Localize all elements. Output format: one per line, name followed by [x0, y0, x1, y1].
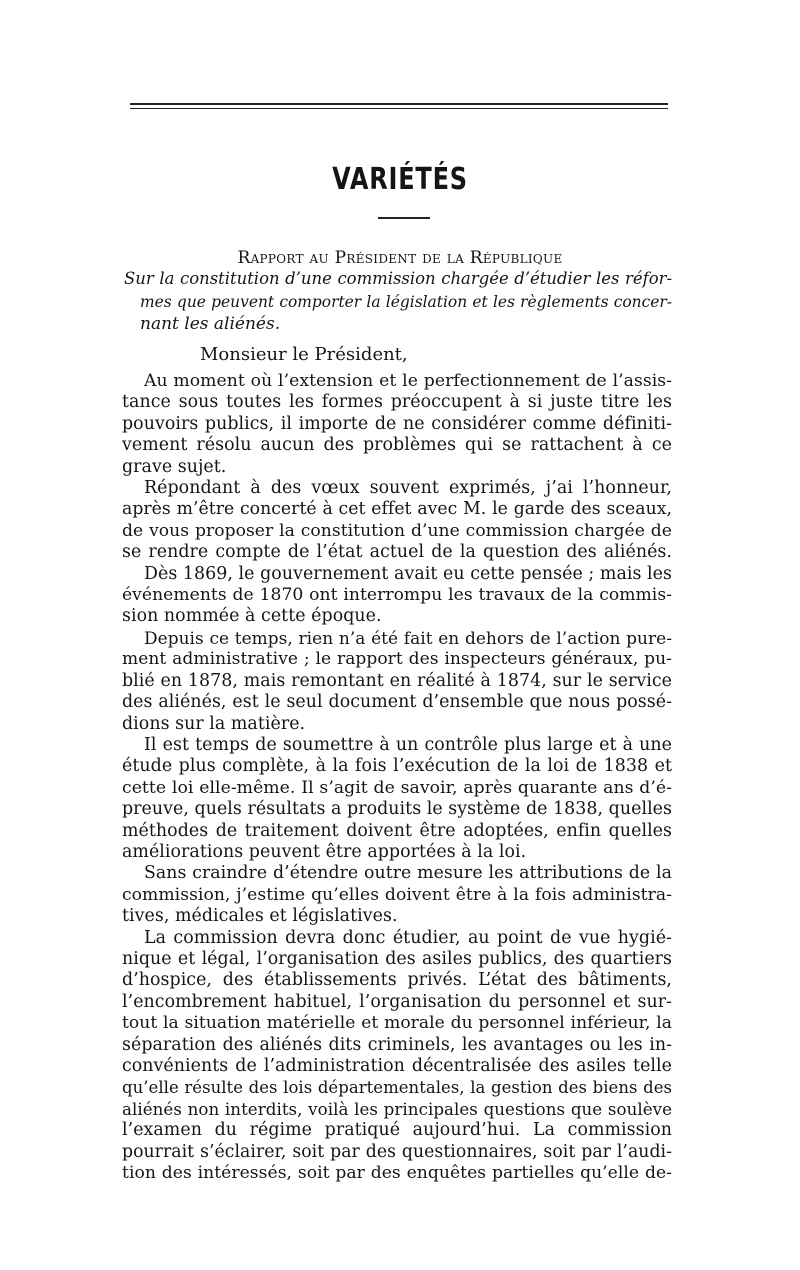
body-line: pourrait s’éclairer, soit par des questionnaires, soit par l’audi- [122, 1141, 672, 1162]
subtitle-line: Sur la constitution d’une commission chargée d’étudier les réfor- [124, 269, 672, 288]
body-line: tance sous toutes les formes préoccupent à si juste titre les [122, 392, 672, 413]
body-line: événements de 1870 ont interrompu les travaux de la commis- [122, 585, 672, 606]
body-line: La commission devra donc étudier, au point de vue hygié- [144, 927, 672, 948]
report-heading: Rapport au Président de la République [237, 248, 563, 268]
body-line: ment administrative ; le rapport des inspecteurs généraux, pu- [122, 649, 672, 670]
body-line: qu’elle résulte des lois départementales, la gestion des biens des [122, 1078, 672, 1098]
top-double-rule [130, 103, 668, 105]
report-subtitle [124, 268, 672, 336]
body-line: l’encombrement habituel, l’organisation du personnel et sur- [122, 991, 672, 1012]
body-line: convénients de l’administration décentralisée des asiles telle [122, 1056, 672, 1076]
body-line: séparation des aliénés dits criminels, les avantages ou les in- [122, 1034, 672, 1055]
body-line: Dès 1869, le gouvernement avait eu cette pensée ; mais les [144, 563, 672, 584]
body-line: nique et légal, l’organisation des asiles publics, des quartiers [122, 948, 672, 969]
top-double-rule-thin [130, 108, 668, 109]
body-line: méthodes de traitement doivent être adoptées, enfin quelles [122, 820, 672, 841]
body-line: après m’être concerté à cet effet avec M. le garde des sceaux, [122, 499, 672, 520]
body-line: améliorations peuvent être apportées à la loi. [122, 841, 527, 862]
body-line: grave sujet. [122, 456, 227, 477]
body-line: de vous proposer la constitution d’une commission chargée de [122, 520, 672, 541]
body-line: Il est temps de soumettre à un contrôle plus large et à une [144, 734, 672, 755]
subtitle-line: nant les aliénés. [140, 314, 281, 334]
section-title: VARIÉTÉS [332, 162, 468, 197]
body-line: tion des intéressés, soit par des enquêtes partielles qu’elle de- [122, 1163, 672, 1184]
body-line: Sans craindre d’étendre outre mesure les attributions de la [144, 863, 672, 884]
title-underline-rule [378, 217, 430, 219]
subtitle-line: mes que peuvent comporter la législation et les règlements concer- [140, 292, 672, 311]
body-line: d’hospice, des établissements privés. L’état des bâtiments, [122, 970, 672, 991]
body-text [122, 371, 672, 1184]
body-line: pouvoirs publics, il importe de ne considérer comme définiti- [122, 413, 672, 434]
body-line: commission, j’estime qu’elles doivent être à la fois administra- [122, 884, 672, 905]
body-line: Au moment où l’extension et le perfectionnement de l’assis- [144, 371, 672, 391]
body-line: l’examen du régime pratiqué aujourd’hui. La commission [122, 1120, 672, 1141]
salutation: Monsieur le Président, [200, 344, 408, 365]
body-line: preuve, quels résultats a produits le système de 1838, quelles [122, 799, 672, 820]
body-line: vement résolu aucun des problèmes qui se rattachent à ce [122, 435, 672, 456]
body-line: aliénés non interdits, voilà les principales questions que soulève [122, 1099, 672, 1119]
body-line: étude plus complète, à la fois l’exécution de la loi de 1838 et [122, 756, 672, 777]
body-line: se rendre compte de l’état actuel de la question des aliénés. [122, 542, 672, 563]
body-line: des aliénés, est le seul document d’ensemble que nous possé- [122, 692, 672, 713]
body-line: blié en 1878, mais remontant en réalité à 1874, sur le service [122, 670, 672, 691]
body-line: Répondant à des vœux souvent exprimés, j’ai l’honneur, [144, 478, 672, 499]
body-line: tives, médicales et législatives. [122, 906, 398, 927]
body-line: cette loi elle-même. Il s’agit de savoir, après quarante ans d’é- [122, 777, 672, 798]
body-line: sion nommée à cette époque. [122, 606, 382, 627]
body-line: Depuis ce temps, rien n’a été fait en dehors de l’action pure- [144, 627, 672, 648]
body-line: tout la situation matérielle et morale du personnel inférieur, la [122, 1013, 672, 1034]
body-line: dions sur la matière. [122, 713, 306, 734]
